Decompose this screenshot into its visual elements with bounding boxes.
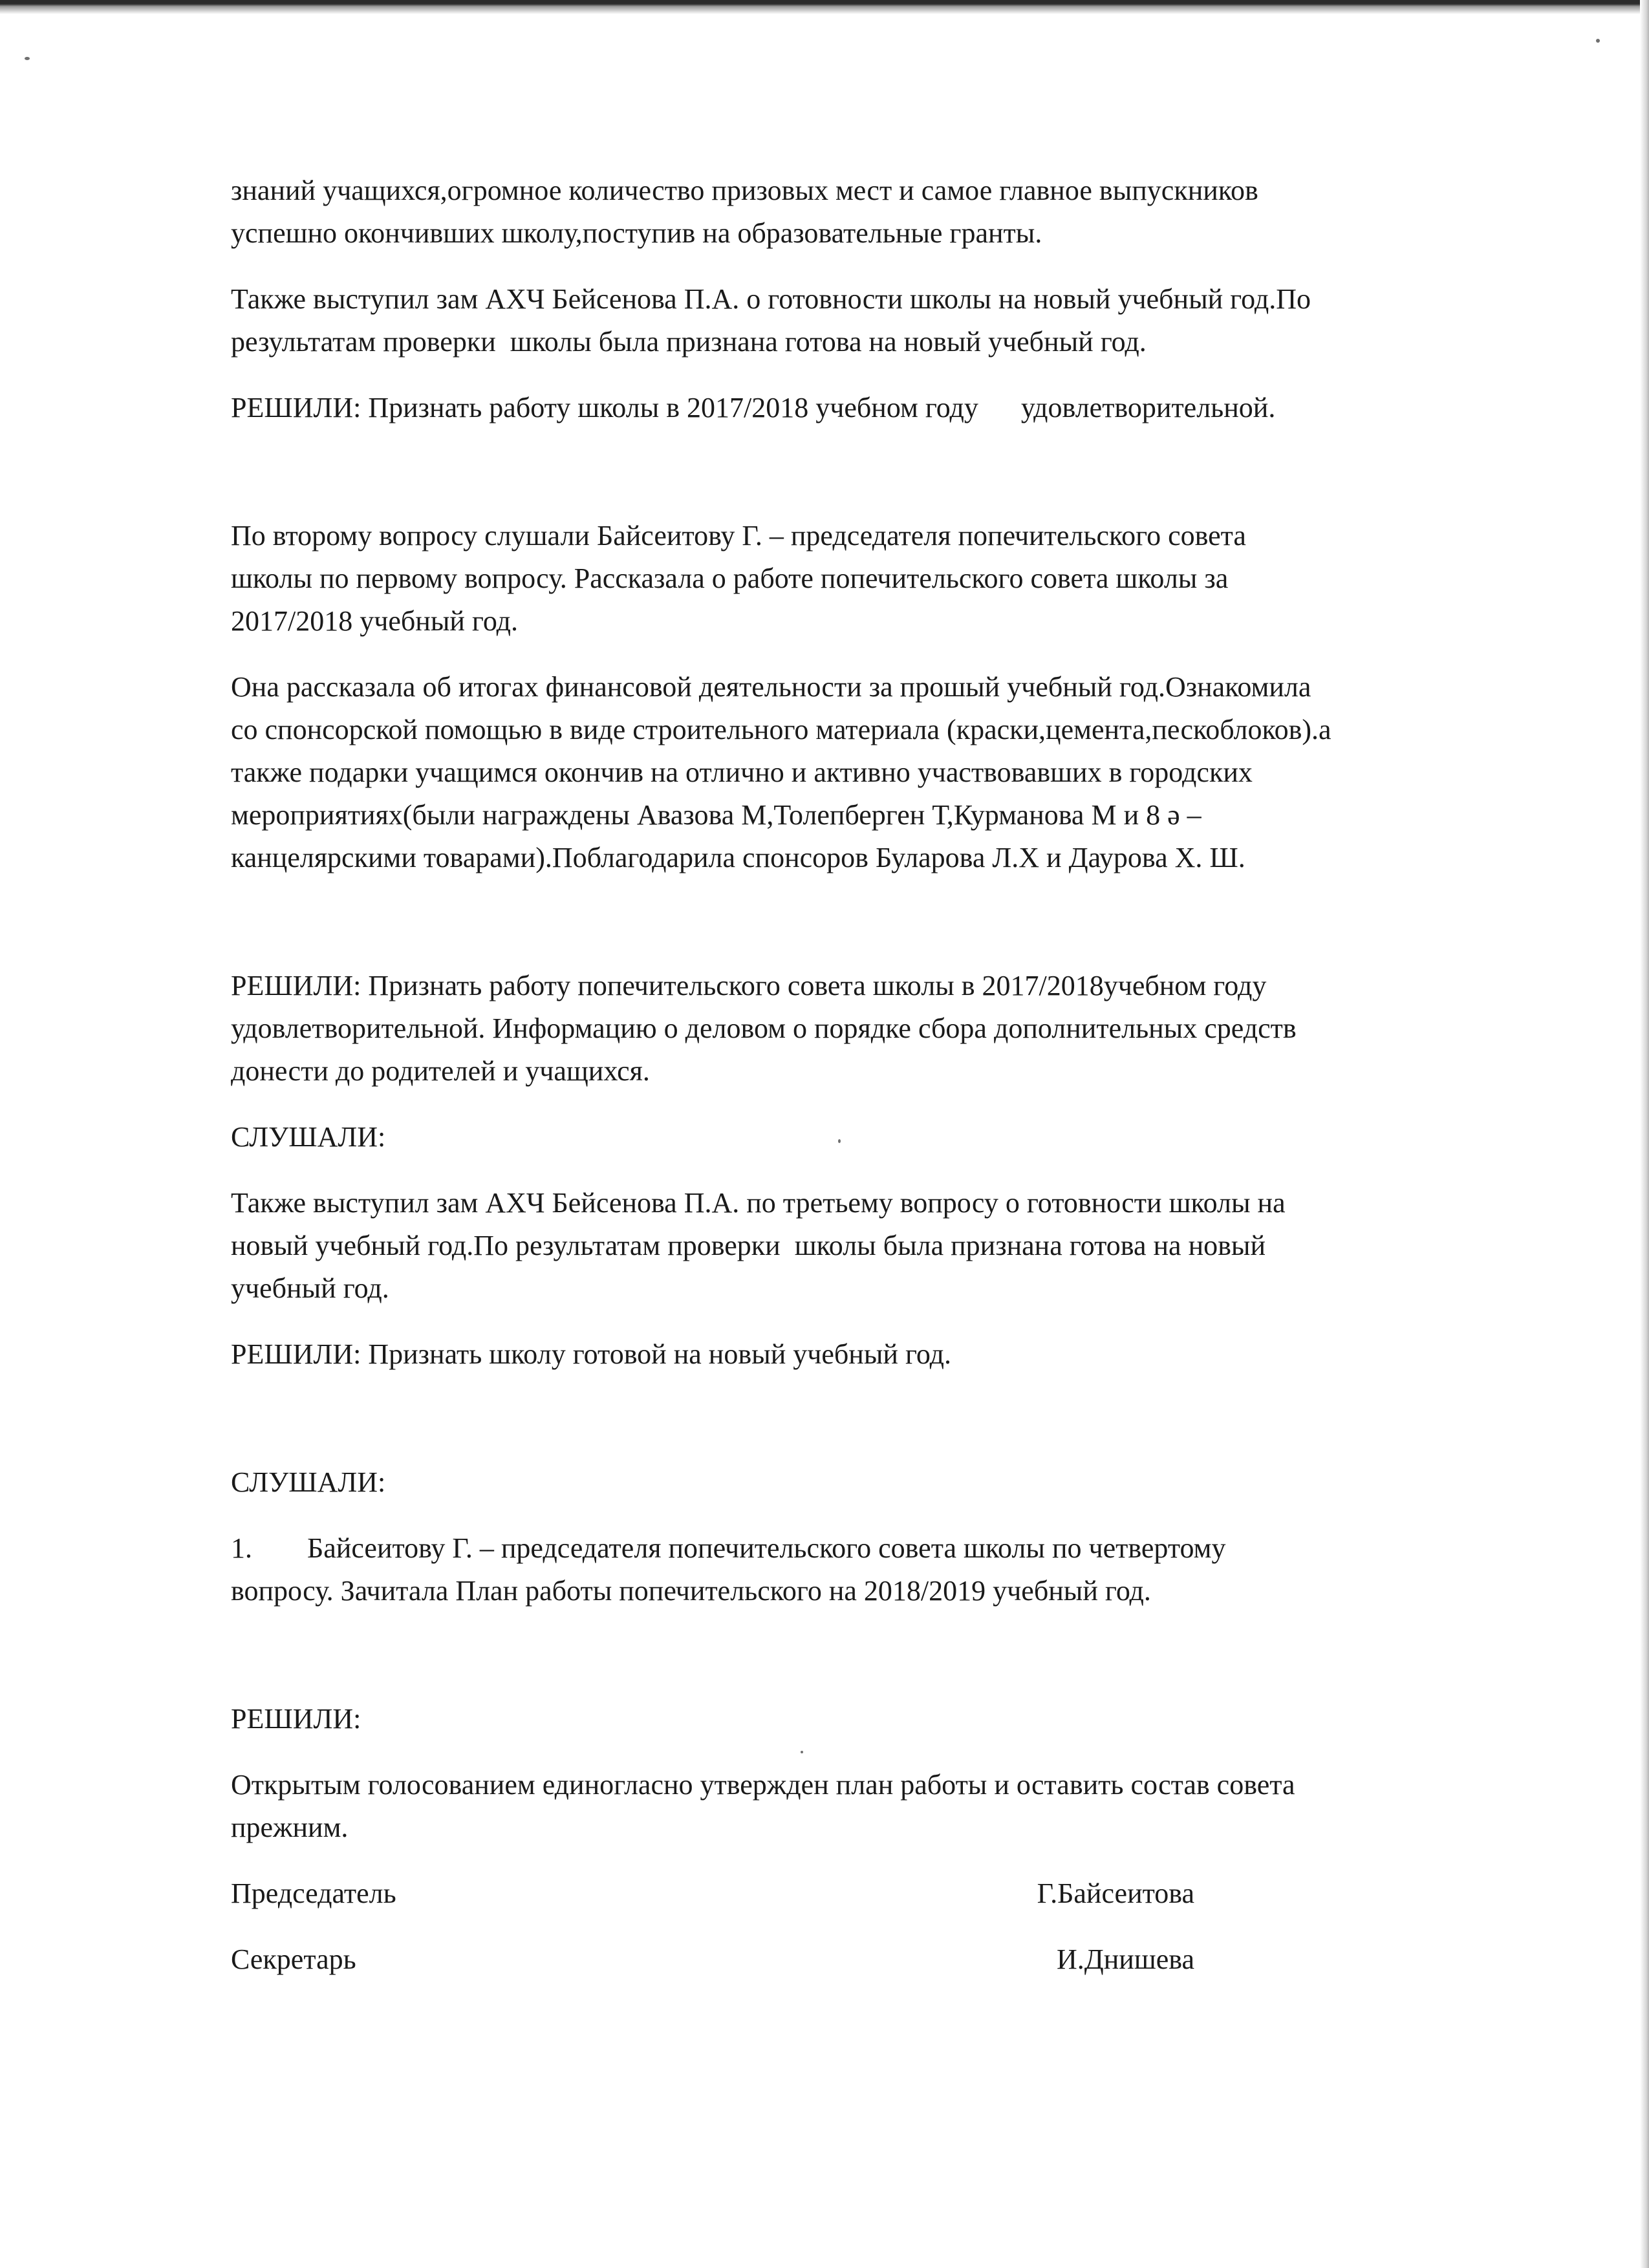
- list-item-text: Байсеитову Г. – председателя попечительского совета школы по четвертому вопросу. Зачитала План работы попечительского на 2018/2019 учебный год.: [231, 1532, 1226, 1607]
- scan-speck: [25, 57, 30, 60]
- paragraph-third-question: Также выступил зам АХЧ Бейсенова П.А. по третьему вопросу о готовности школы на новый учебный год.По результатам проверки школы была признана готова на новый учебный год.: [231, 1187, 1286, 1304]
- paragraph-financial-report: Она рассказала об итогах финансовой деятельности за прошый учебный год.Ознакомила со спонсорской помощью в виде строительного материала (краски,цемента,пескоблоков).а также подарки учащимся окончив на отлично и активно участвовавших в городских мероприятиях(были награждены Авазова М,Толепберген Т,Курманова М и 8 ә – канцелярскими товарами).Поблагодарила спонсоров Буларова Л.Х и Даурова Х. Ш.: [231, 671, 1331, 873]
- signature-row-secretary: [231, 1938, 1194, 1981]
- paragraph-second-question: По второму вопросу слушали Байсеитову Г. – председателя попечительского совета школы по первому вопросу. Рассказала о работе попечительского совета школы за 2017/2018 учебный год.: [231, 520, 1246, 637]
- secretary-role-label: Секретарь: [231, 1943, 356, 1975]
- heading-listened-third: СЛУШАЛИ:: [231, 1121, 386, 1153]
- decision-fourth-question: Открытым голосованием единогласно утвержден план работы и оставить состав совета прежним.: [231, 1769, 1295, 1843]
- list-item-fourth-question: [231, 1527, 1479, 1612]
- scan-top-edge: [0, 0, 1649, 14]
- signature-row-chair: [231, 1872, 1194, 1915]
- decision-second-question: РЕШИЛИ: Признать работу попечительского совета школы в 2017/2018учебном году удовлетворительной. Информацию о деловом о порядке сбора дополнительных средств донести до родителей и учащихся.: [231, 970, 1297, 1087]
- paragraph-intro-continued: знаний учащихся,огромное количество призовых мест и самое главное выпускников успешно окончивших школу,поступив на образовательные гранты.: [231, 175, 1258, 249]
- scan-speck: [1596, 39, 1600, 43]
- decision-first-question: РЕШИЛИ: Признать работу школы в 2017/2018 учебном году удовлетворительной.: [231, 392, 1276, 423]
- heading-decided-fourth: РЕШИЛИ:: [231, 1703, 361, 1735]
- document-page: [231, 169, 1479, 1981]
- heading-listened-fourth: СЛУШАЛИ:: [231, 1466, 386, 1498]
- secretary-name: И.Днишева: [1056, 1943, 1194, 1975]
- list-number: 1.: [231, 1532, 252, 1564]
- paragraph-akhch-report: Также выступил зам АХЧ Бейсенова П.А. о готовности школы на новый учебный год.По результатам проверки школы была признана готова на новый учебный год.: [231, 283, 1311, 358]
- decision-third-question: РЕШИЛИ: Признать школу готовой на новый учебный год.: [231, 1338, 952, 1370]
- chair-name: Г.Байсеитова: [1037, 1878, 1194, 1909]
- chair-role-label: Председатель: [231, 1878, 396, 1909]
- scan-right-edge: [1640, 0, 1649, 2268]
